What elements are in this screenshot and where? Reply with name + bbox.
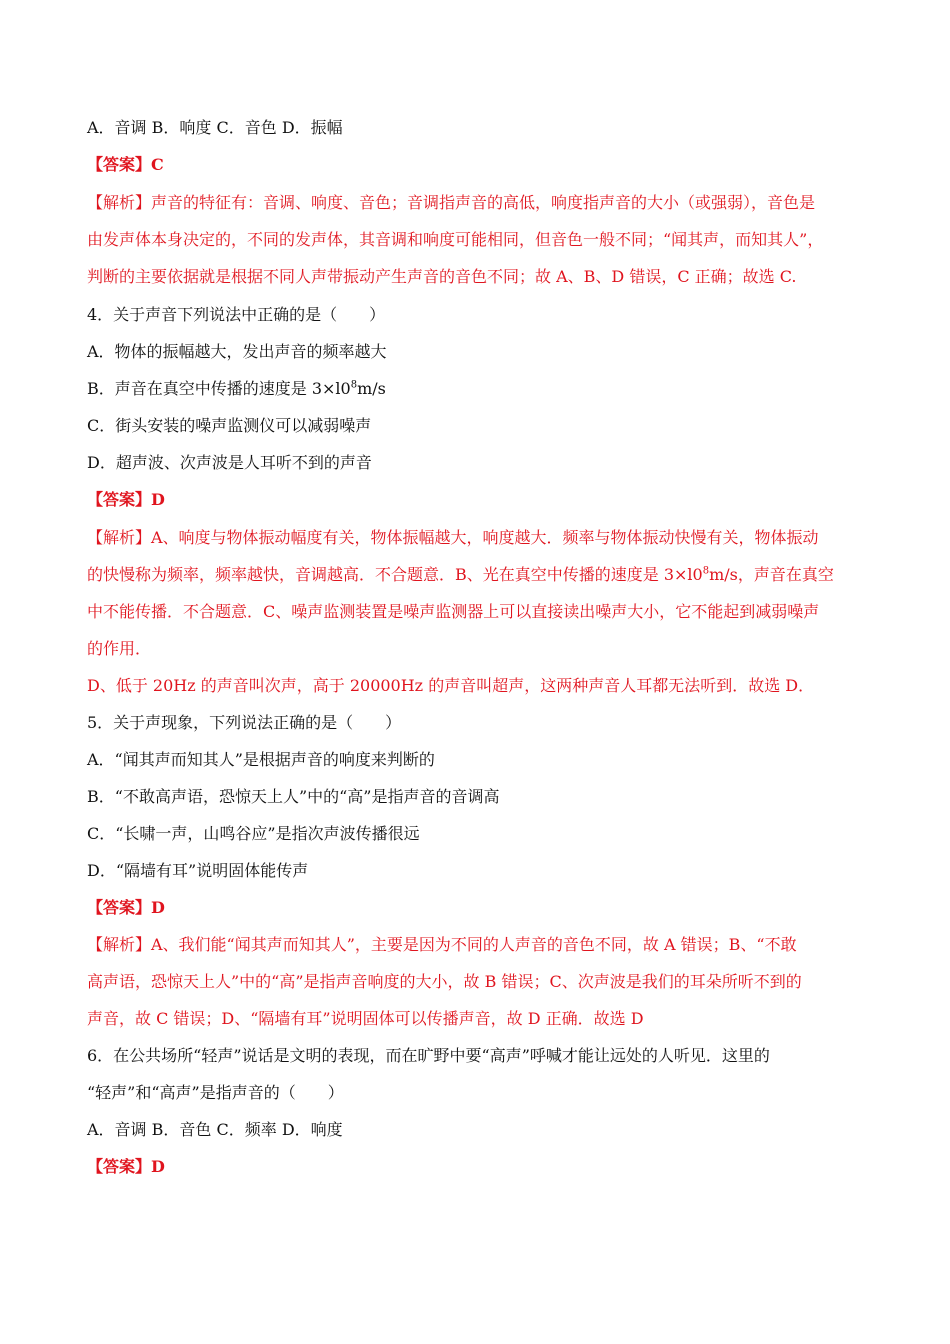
q4-option-b-text: B．声音在真空中传播的速度是 3×l0 — [87, 379, 351, 398]
q4-option-a: A．物体的振幅越大，发出声音的频率越大 — [87, 342, 387, 361]
q4-stem: 4．关于声音下列说法中正确的是（ ） — [87, 305, 386, 324]
q3-answer: 【答案】C — [87, 155, 164, 174]
q4-option-b — [87, 378, 877, 400]
q4-analysis-line-5: D、低于 20Hz 的声音叫次声，高于 20000Hz 的声音叫超声，这两种声音人耳都无法听到．故选 D． — [87, 676, 815, 695]
q4-analysis-line-1: 【解析】A、响度与物体振动幅度有关，物体振幅越大，响度越大．频率与物体振动快慢有关，物体振动 — [87, 528, 819, 547]
q4-analysis-exponent: 8 — [702, 565, 710, 577]
q4-option-c: C．街头安装的噪声监测仪可以减弱噪声 — [87, 416, 372, 435]
q3-analysis-line-2: 由发声体本身决定的，不同的发声体，其音调和响度可能相同，但音色一般不同；“闻其声，而知其人”， — [87, 230, 824, 249]
q4-option-b-exponent: 8 — [350, 379, 358, 391]
q6-stem-line-1: 6．在公共场所“轻声”说话是文明的表现，而在旷野中要“高声”呼喊才能让远处的人听见．这里的 — [87, 1046, 770, 1065]
q4-analysis-line-2-tail: m/s，声音在真空 — [709, 565, 834, 584]
q5-analysis-line-3: 声音，故 C 错误；D、“隔墙有耳”说明固体可以传播声音，故 D 正确．故选 D — [87, 1009, 644, 1028]
q3-analysis-line-3: 判断的主要依据就是根据不同人声带振动产生声音的音色不同；故 A、B、D 错误，C 正确；故选 C. — [87, 267, 797, 286]
q3-options: A．音调 B．响度 C．音色 D．振幅 — [87, 118, 343, 137]
q5-option-a: A．“闻其声而知其人”是根据声音的响度来判断的 — [87, 750, 435, 769]
q4-analysis-line-4: 的作用． — [87, 639, 152, 658]
q4-option-b-unit: m/s — [357, 379, 386, 398]
q5-option-c: C．“长啸一声，山鸣谷应”是指次声波传播很远 — [87, 824, 420, 843]
q5-option-b: B．“不敢高声语，恐惊天上人”中的“高”是指声音的音调高 — [87, 787, 500, 806]
q3-analysis-line-1: 【解析】声音的特征有：音调、响度、音色；音调指声音的高低，响度指声音的大小（或强弱），音色是 — [87, 193, 816, 212]
q4-analysis-line-3: 中不能传播．不合题意．C、噪声监测装置是噪声监测器上可以直接读出噪声大小，它不能起到减弱噪声 — [87, 602, 820, 621]
q5-analysis-line-1: 【解析】A、我们能“闻其声而知其人”，主要是因为不同的人声音的音色不同，故 A 错误；B、“不敢 — [87, 935, 797, 954]
q4-analysis-line-2 — [87, 564, 877, 586]
q6-answer: 【答案】D — [87, 1157, 165, 1176]
q5-analysis-line-2: 高声语，恐惊天上人”中的“高”是指声音响度的大小，故 B 错误；C、次声波是我们的耳朵所听不到的 — [87, 972, 802, 991]
q6-stem-line-2: “轻声”和“高声”是指声音的（ ） — [87, 1083, 344, 1102]
q4-answer: 【答案】D — [87, 490, 165, 509]
q4-option-d: D．超声波、次声波是人耳听不到的声音 — [87, 453, 372, 472]
q5-option-d: D．“隔墙有耳”说明固体能传声 — [87, 861, 309, 880]
q4-analysis-line-2-text: 的快慢称为频率，频率越快，音调越高．不合题意．B、光在真空中传播的速度是 3×l0 — [87, 565, 703, 584]
q5-stem: 5．关于声现象，下列说法正确的是（ ） — [87, 713, 402, 732]
q6-options: A．音调 B．音色 C．频率 D．响度 — [87, 1120, 343, 1139]
q5-answer: 【答案】D — [87, 898, 165, 917]
